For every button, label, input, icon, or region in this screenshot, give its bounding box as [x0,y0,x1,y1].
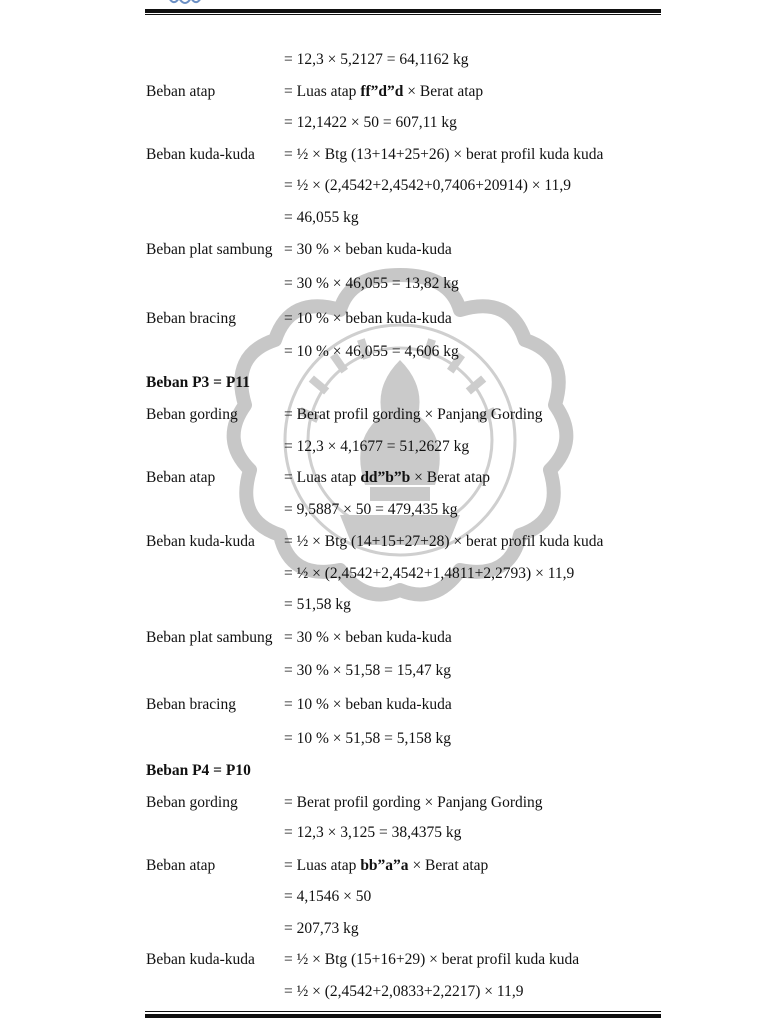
header-rule-thin [145,14,661,15]
section-heading-text: Beban P3 = P11 [146,374,250,391]
calc-value: = ½ × (2,4542+2,0833+2,2217) × 11,9 [284,983,524,1000]
section-heading-text: Beban P4 = P10 [146,762,251,779]
calc-label: Beban kuda-kuda [146,533,255,550]
calc-value: = 30 % × beban kuda-kuda [284,629,452,646]
calc-value: = 30 % × 46,055 = 13,82 kg [284,275,459,292]
calc-value: = ½ × Btg (13+14+25+26) × berat profil kuda kuda [284,146,604,163]
calc-label: Beban atap [146,857,216,874]
calc-label: Beban atap [146,469,216,486]
calc-value: = 4,1546 × 50 [284,888,372,905]
calc-value: = 12,3 × 5,2127 = 64,1162 kg [284,51,469,68]
calc-label: Beban kuda-kuda [146,146,255,163]
calc-label: Beban plat sambung [146,241,273,258]
calc-value: = Berat profil gording × Panjang Gording [284,794,543,811]
calc-value: = Luas atap ff”d”d × Berat atap [284,83,484,100]
header-rule-thick [145,9,661,13]
calc-value: = ½ × Btg (14+15+27+28) × berat profil kuda kuda [284,533,604,550]
calc-label: Beban gording [146,794,238,811]
calc-label: Beban plat sambung [146,629,273,646]
area-notation: bb”a”a [360,857,409,874]
calc-value: = 30 % × 51,58 = 15,47 kg [284,662,452,679]
calc-value: = 12,3 × 3,125 = 38,4375 kg [284,824,462,841]
footer-rule-thick [145,1014,661,1018]
calc-label: Beban kuda-kuda [146,951,255,968]
calc-value: = 207,73 kg [284,920,359,937]
calc-value: = ½ × (2,4542+2,4542+0,7406+20914) × 11,9 [284,177,571,194]
calc-value: = 9,5887 × 50 = 479,435 kg [284,501,458,518]
area-notation: ff”d”d [360,83,404,100]
area-notation: dd”b”b [360,469,411,486]
calc-value: = 12,3 × 4,1677 = 51,2627 kg [284,438,470,455]
calc-value: = ½ × (2,4542+2,4542+1,4811+2,2793) × 11,9 [284,565,575,582]
calc-value: = 51,58 kg [284,596,351,613]
calc-label: Beban gording [146,406,238,423]
calc-value: = 10 % × 46,055 = 4,606 kg [284,343,459,360]
calc-value: = 12,1422 × 50 = 607,11 kg [284,114,457,131]
calc-value: = 10 % × beban kuda-kuda [284,310,452,327]
calc-value: = 10 % × beban kuda-kuda [284,696,452,713]
calc-value: = 30 % × beban kuda-kuda [284,241,452,258]
university-logo-fragment [165,0,205,10]
calc-value: = 46,055 kg [284,209,359,226]
calc-value: = 10 % × 51,58 = 5,158 kg [284,730,452,747]
footer-rule-thin [145,1011,661,1012]
calc-value: = Berat profil gording × Panjang Gording [284,406,543,423]
calc-label: Beban atap [146,83,216,100]
calc-value: = ½ × Btg (15+16+29) × berat profil kuda kuda [284,951,580,968]
calc-label: Beban bracing [146,310,236,327]
calc-value: = Luas atap bb”a”a × Berat atap [284,857,489,874]
calc-label: Beban bracing [146,696,236,713]
calc-value: = Luas atap dd”b”b × Berat atap [284,469,491,486]
